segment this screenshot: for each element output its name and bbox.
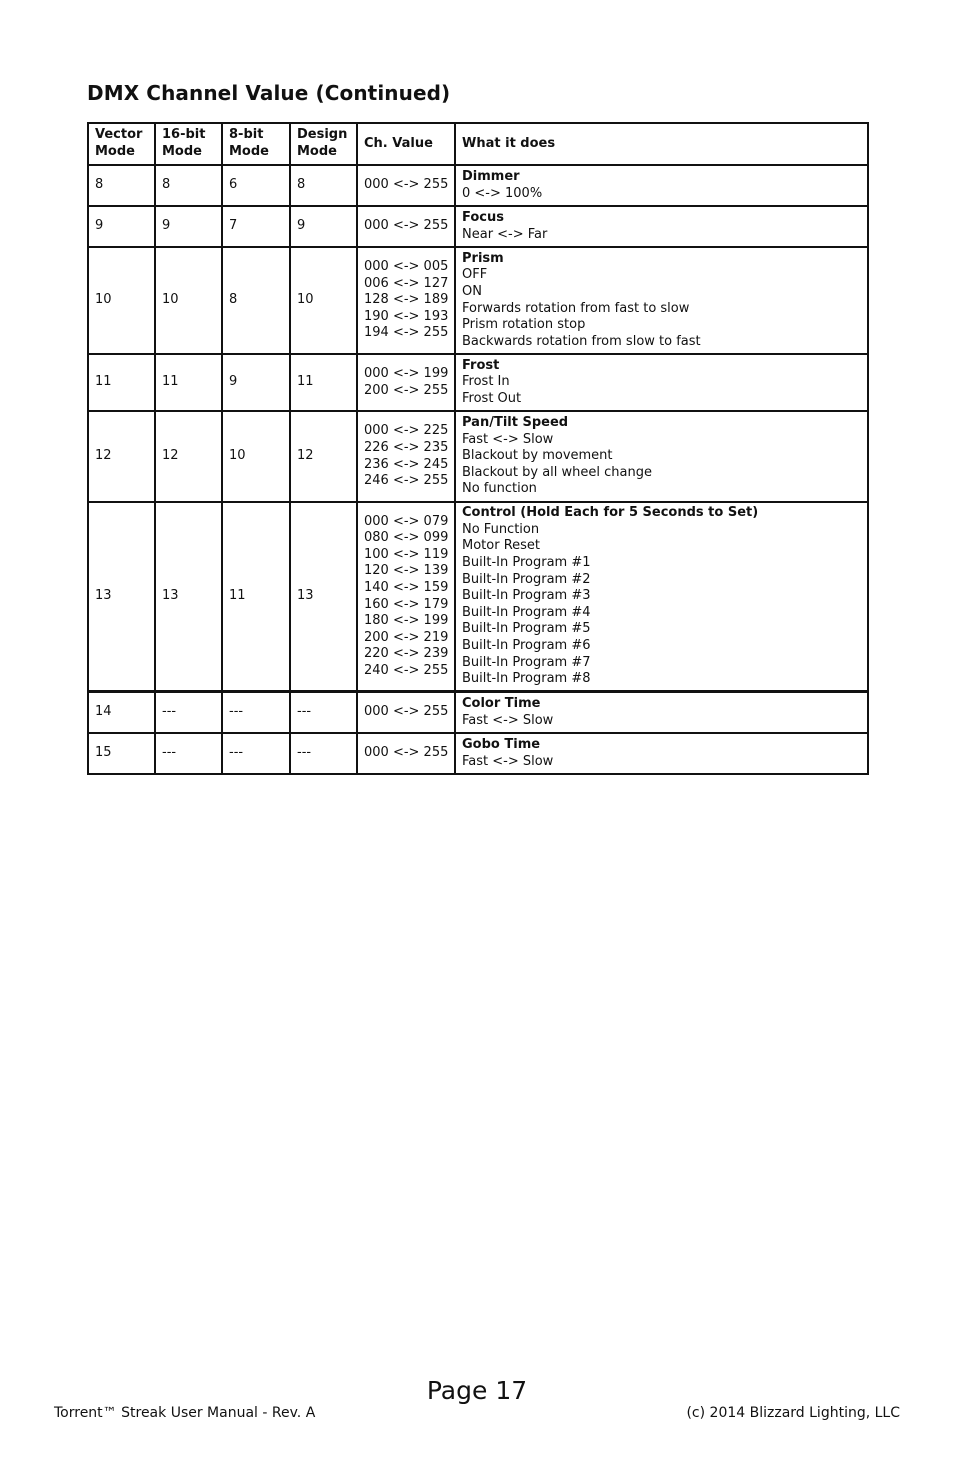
ch-value-range: 100 <-> 119: [364, 546, 449, 562]
cell-vector: 11: [88, 354, 155, 411]
cell-design: ---: [290, 733, 357, 774]
cell-bit16: 13: [155, 502, 222, 692]
function-description: Backwards rotation from slow to fast: [462, 333, 701, 349]
table-row: [88, 247, 868, 354]
cell-design: 10: [290, 247, 357, 354]
ch-value-range: 140 <-> 159: [364, 579, 449, 595]
function-title: Color Time: [462, 695, 541, 711]
function-description: Prism rotation stop: [462, 317, 586, 333]
cell-bit8: 8: [222, 247, 290, 354]
function-title: Frost: [462, 357, 500, 373]
function-description: Motor Reset: [462, 538, 541, 554]
ch-value-range: 246 <-> 255: [364, 473, 449, 489]
function-description: Built-In Program #5: [462, 621, 591, 637]
cell-bit16: ---: [155, 692, 222, 734]
function-description: Built-In Program #2: [462, 571, 591, 587]
cell-bit8: 7: [222, 206, 290, 247]
cell-what-it-does: [455, 206, 868, 247]
cell-bit8: 11: [222, 502, 290, 692]
header-vector-line2: Mode: [95, 144, 135, 159]
cell-what-it-does: [455, 411, 868, 502]
header-design-line1: Design: [297, 127, 348, 143]
cell-vector: 10: [88, 247, 155, 354]
function-description: OFF: [462, 267, 488, 283]
ch-value-range: 220 <-> 239: [364, 646, 449, 662]
cell-ch-value: [357, 206, 455, 247]
function-title: Focus: [462, 209, 504, 225]
cell-what-it-does: [455, 354, 868, 411]
header-16bit-line1: 16-bit: [162, 127, 206, 143]
header-vector-mode: [88, 123, 155, 165]
ch-value-range: 128 <-> 189: [364, 292, 449, 308]
cell-ch-value: [357, 247, 455, 354]
function-title: Dimmer: [462, 168, 520, 184]
ch-value-range: 000 <-> 255: [364, 218, 449, 234]
cell-what-it-does: [455, 502, 868, 692]
header-8bit-mode: [222, 123, 290, 165]
cell-bit8: 6: [222, 165, 290, 206]
header-design-mode: [290, 123, 357, 165]
function-description: Built-In Program #7: [462, 654, 591, 670]
cell-bit16: 11: [155, 354, 222, 411]
function-description: Built-In Program #3: [462, 588, 591, 604]
function-description: Near <-> Far: [462, 226, 548, 242]
ch-value-range: 200 <-> 255: [364, 382, 449, 398]
function-description: 0 <-> 100%: [462, 185, 543, 201]
header-8bit-line2: Mode: [229, 144, 269, 159]
page-heading: DMX Channel Value (Continued): [87, 81, 451, 105]
function-description: Frost In: [462, 374, 510, 390]
header-16bit-line2: Mode: [162, 144, 202, 159]
cell-what-it-does: [455, 692, 868, 734]
cell-ch-value: [357, 692, 455, 734]
function-description: Blackout by movement: [462, 448, 613, 464]
ch-value-range: 080 <-> 099: [364, 530, 449, 546]
cell-design: 11: [290, 354, 357, 411]
function-description: No function: [462, 481, 537, 497]
cell-what-it-does: [455, 165, 868, 206]
cell-bit8: ---: [222, 692, 290, 734]
function-description: Fast <-> Slow: [462, 431, 554, 447]
table-row: [88, 206, 868, 247]
function-description: ON: [462, 283, 482, 299]
function-title: Pan/Tilt Speed: [462, 415, 569, 431]
ch-value-range: 236 <-> 245: [364, 456, 449, 472]
cell-vector: 8: [88, 165, 155, 206]
cell-design: ---: [290, 692, 357, 734]
cell-ch-value: [357, 502, 455, 692]
header-ch-value: Ch. Value: [357, 123, 455, 165]
cell-what-it-does: [455, 733, 868, 774]
cell-bit16: 12: [155, 411, 222, 502]
cell-bit8: 10: [222, 411, 290, 502]
cell-what-it-does: [455, 247, 868, 354]
ch-value-range: 000 <-> 255: [364, 177, 449, 193]
cell-design: 13: [290, 502, 357, 692]
cell-bit8: 9: [222, 354, 290, 411]
cell-vector: 14: [88, 692, 155, 734]
function-description: Built-In Program #8: [462, 671, 591, 687]
footer-copyright: (c) 2014 Blizzard Lighting, LLC: [686, 1405, 900, 1421]
cell-bit16: 10: [155, 247, 222, 354]
footer-manual-title: Torrent™ Streak User Manual - Rev. A: [54, 1405, 316, 1421]
dmx-channel-table: [87, 122, 869, 775]
ch-value-range: 194 <-> 255: [364, 325, 449, 341]
function-description: Blackout by all wheel change: [462, 464, 652, 480]
cell-vector: 13: [88, 502, 155, 692]
function-description: Built-In Program #1: [462, 555, 591, 571]
cell-vector: 9: [88, 206, 155, 247]
function-description: Frost Out: [462, 390, 522, 406]
function-description: Forwards rotation from fast to slow: [462, 300, 690, 316]
page-number: Page 17: [426, 1376, 528, 1405]
table-body: [88, 165, 868, 774]
ch-value-range: 006 <-> 127: [364, 275, 449, 291]
function-title: Control (Hold Each for 5 Seconds to Set): [462, 505, 759, 521]
table-row: [88, 733, 868, 774]
ch-value-range: 200 <-> 219: [364, 629, 449, 645]
header-vector-line1: Vector: [95, 127, 143, 143]
function-description: Fast <-> Slow: [462, 712, 554, 728]
cell-bit16: 8: [155, 165, 222, 206]
cell-design: 12: [290, 411, 357, 502]
ch-value-range: 000 <-> 079: [364, 513, 449, 529]
cell-ch-value: [357, 733, 455, 774]
cell-vector: 12: [88, 411, 155, 502]
function-description: Fast <-> Slow: [462, 753, 554, 769]
header-8bit-line1: 8-bit: [229, 127, 264, 143]
function-description: No Function: [462, 521, 540, 537]
ch-value-range: 240 <-> 255: [364, 662, 449, 678]
ch-value-range: 226 <-> 235: [364, 439, 449, 455]
ch-value-range: 120 <-> 139: [364, 563, 449, 579]
ch-value-range: 000 <-> 005: [364, 259, 449, 275]
function-description: Built-In Program #4: [462, 604, 591, 620]
ch-value-range: 180 <-> 199: [364, 613, 449, 629]
ch-value-range: 190 <-> 193: [364, 308, 449, 324]
table-row: [88, 354, 868, 411]
cell-bit16: 9: [155, 206, 222, 247]
cell-design: 9: [290, 206, 357, 247]
ch-value-range: 000 <-> 225: [364, 423, 449, 439]
header-design-line2: Mode: [297, 144, 337, 159]
ch-value-range: 000 <-> 255: [364, 704, 449, 720]
cell-ch-value: [357, 165, 455, 206]
table-row: [88, 692, 868, 734]
ch-value-range: 000 <-> 199: [364, 365, 449, 381]
function-description: Built-In Program #6: [462, 637, 591, 653]
header-16bit-mode: [155, 123, 222, 165]
cell-ch-value: [357, 354, 455, 411]
cell-bit16: ---: [155, 733, 222, 774]
cell-vector: 15: [88, 733, 155, 774]
table-row: [88, 165, 868, 206]
table-row: [88, 411, 868, 502]
cell-ch-value: [357, 411, 455, 502]
ch-value-range: 160 <-> 179: [364, 596, 449, 612]
cell-bit8: ---: [222, 733, 290, 774]
table-header-row: [88, 123, 868, 165]
table-row: [88, 502, 868, 692]
cell-design: 8: [290, 165, 357, 206]
function-title: Gobo Time: [462, 736, 541, 752]
function-title: Prism: [462, 250, 504, 266]
ch-value-range: 000 <-> 255: [364, 745, 449, 761]
header-what-it-does: What it does: [455, 123, 868, 165]
